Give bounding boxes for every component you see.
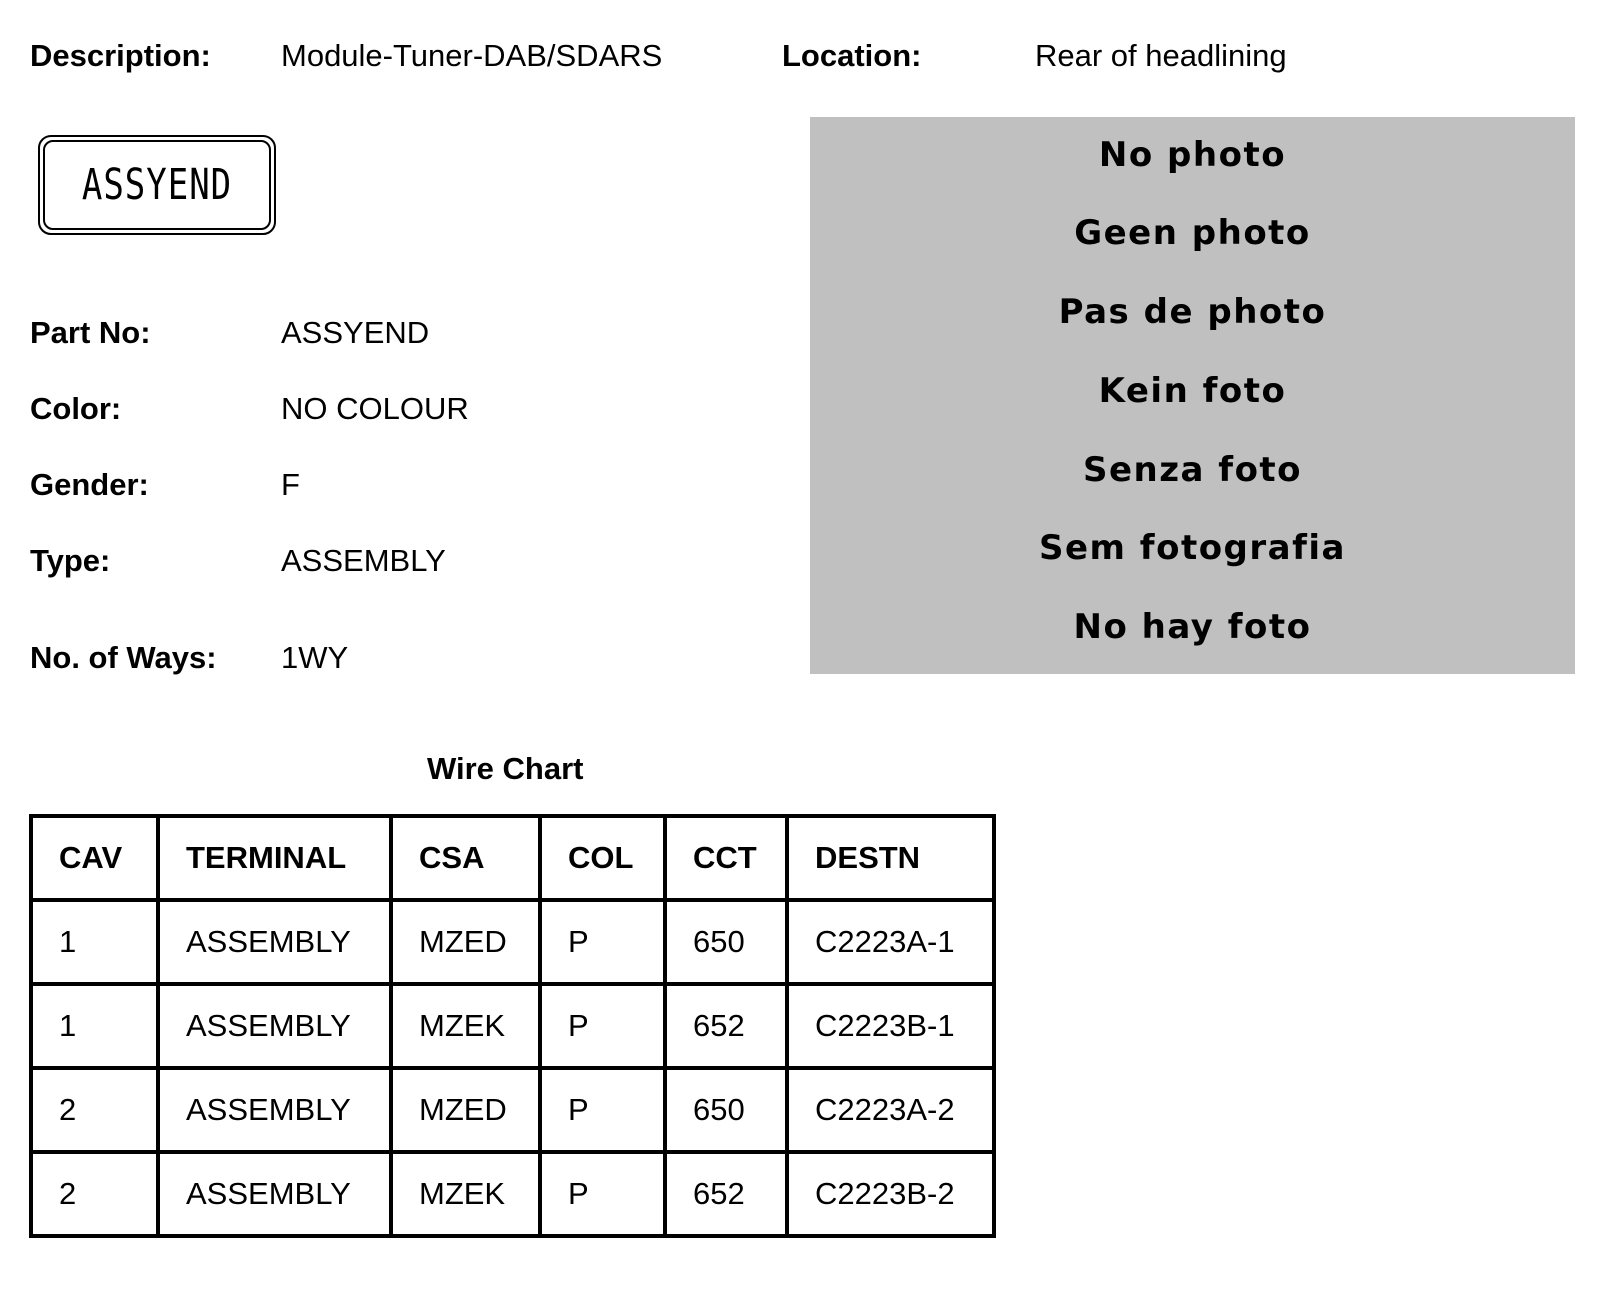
ways-label: No. of Ways: xyxy=(30,640,217,675)
table-row xyxy=(31,1068,994,1152)
no-photo-line: Senza foto xyxy=(1082,450,1303,490)
table-row xyxy=(31,984,994,1068)
cell-cct: 652 xyxy=(665,984,787,1068)
ways-value: 1WY xyxy=(281,640,349,675)
no-photo-line: Pas de photo xyxy=(1058,292,1327,332)
cell-csa: MZED xyxy=(391,900,540,984)
cell-cav: 2 xyxy=(31,1152,158,1236)
cell-col: P xyxy=(540,900,665,984)
no-photo-line: No hay foto xyxy=(1073,607,1312,647)
cell-csa: MZEK xyxy=(391,984,540,1068)
wire-chart-table xyxy=(29,814,996,1238)
column-header-cct: CCT xyxy=(665,816,787,900)
table-header-row xyxy=(31,816,994,900)
column-header-destn: DESTN xyxy=(787,816,994,900)
cell-destn: C2223A-1 xyxy=(787,900,994,984)
cell-destn: C2223B-1 xyxy=(787,984,994,1068)
location-label: Location: xyxy=(782,38,922,73)
color-label: Color: xyxy=(30,391,122,426)
cell-cav: 1 xyxy=(31,900,158,984)
connector-badge xyxy=(38,135,276,235)
cell-terminal: ASSEMBLY xyxy=(158,1152,391,1236)
no-photo-line: Sem fotografia xyxy=(1038,528,1346,568)
type-value: ASSEMBLY xyxy=(281,543,446,578)
cell-destn: C2223B-2 xyxy=(787,1152,994,1236)
connector-badge-text: ASSYEND xyxy=(81,160,233,210)
color-value: NO COLOUR xyxy=(281,391,469,426)
cell-cct: 650 xyxy=(665,1068,787,1152)
cell-cav: 2 xyxy=(31,1068,158,1152)
cell-terminal: ASSEMBLY xyxy=(158,900,391,984)
part-no-label: Part No: xyxy=(30,315,151,350)
no-photo-line: Geen photo xyxy=(1074,213,1311,253)
table-row xyxy=(31,900,994,984)
type-label: Type: xyxy=(30,543,111,578)
cell-csa: MZED xyxy=(391,1068,540,1152)
gender-label: Gender: xyxy=(30,467,149,502)
description-value: Module-Tuner-DAB/SDARS xyxy=(281,38,663,73)
cell-col: P xyxy=(540,984,665,1068)
cell-csa: MZEK xyxy=(391,1152,540,1236)
column-header-csa: CSA xyxy=(391,816,540,900)
table-row xyxy=(31,1152,994,1236)
column-header-cav: CAV xyxy=(31,816,158,900)
wire-chart-title: Wire Chart xyxy=(427,751,584,786)
cell-col: P xyxy=(540,1068,665,1152)
cell-cct: 652 xyxy=(665,1152,787,1236)
column-header-terminal: TERMINAL xyxy=(158,816,391,900)
no-photo-line: Kein foto xyxy=(1098,371,1287,411)
cell-terminal: ASSEMBLY xyxy=(158,984,391,1068)
column-header-col: COL xyxy=(540,816,665,900)
cell-cav: 1 xyxy=(31,984,158,1068)
description-label: Description: xyxy=(30,38,211,73)
part-no-value: ASSYEND xyxy=(281,315,430,350)
no-photo-panel xyxy=(810,117,1575,674)
cell-cct: 650 xyxy=(665,900,787,984)
cell-destn: C2223A-2 xyxy=(787,1068,994,1152)
connector-badge-inner xyxy=(43,140,271,230)
cell-col: P xyxy=(540,1152,665,1236)
location-value: Rear of headlining xyxy=(1035,38,1287,73)
no-photo-line: No photo xyxy=(1098,135,1287,175)
cell-terminal: ASSEMBLY xyxy=(158,1068,391,1152)
gender-value: F xyxy=(281,467,300,502)
